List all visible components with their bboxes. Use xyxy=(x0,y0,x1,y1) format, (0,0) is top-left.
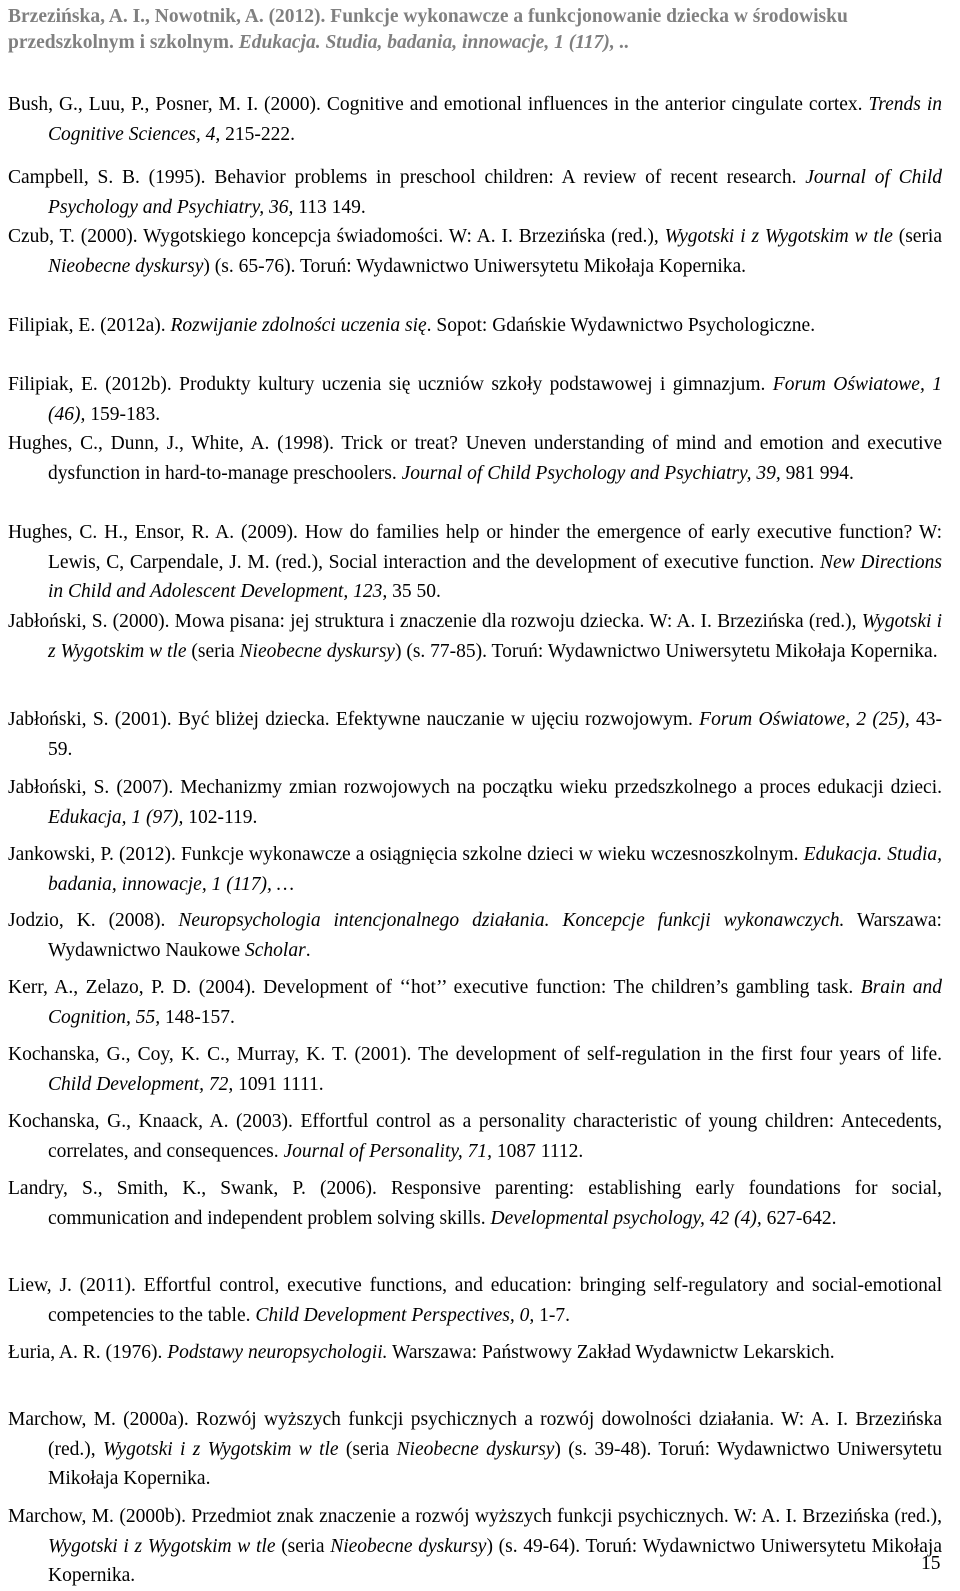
reference-italic-text: New Directions in Child and Adolescent Development, 123, xyxy=(48,551,942,602)
reference-text: 1-7. xyxy=(534,1304,571,1326)
reference-text: Warszawa: Wydawnictwo Naukowe xyxy=(48,910,942,961)
reference-text: Campbell, S. B. (1995). Behavior problems in preschool children: A review of recent research. xyxy=(8,167,806,188)
reference-italic-text: Wygotski i z Wygotskim w tle xyxy=(102,1438,339,1460)
reference-text: Bush, G., Luu, P., Posner, M. I. (2000). Cognitive and emotional influences in the anterior cingulate cortex. xyxy=(8,94,869,115)
reference-text: (seria xyxy=(186,640,240,662)
reference-text: Kerr, A., Zelazo, P. D. (2004). Development of ‘‘hot’’ executive function: The children’s gambling task. xyxy=(8,977,861,998)
reference-entry xyxy=(8,1107,942,1166)
reference-entry xyxy=(8,518,942,607)
reference-entry xyxy=(8,1040,942,1099)
reference-italic-text: Edukacja. Studia, badania, innowacje, 1 (117), … xyxy=(48,844,942,895)
reference-text: 1087 1112. xyxy=(492,1140,584,1162)
reference-text: ) (s. 39-48). Toruń: Wydawnictwo Uniwersytetu Mikołaja Kopernika. xyxy=(48,1438,942,1489)
reference-entry xyxy=(8,1405,942,1494)
reference-italic-text: Trends in Cognitive Sciences, 4, xyxy=(48,94,942,145)
reference-italic-text: Nieobecne dyskursy xyxy=(396,1438,555,1460)
reference-text: 102-119. xyxy=(183,806,258,828)
reference-italic-text: Neuropsychologia intencjonalnego działania. Koncepcje funkcji wykonawczych. xyxy=(178,910,845,931)
reference-text: Liew, J. (2011). Effortful control, executive functions, and education: bringing self-regulatory and social-emotional competencies to the table. xyxy=(8,1275,942,1326)
reference-text: 113 149. xyxy=(293,196,366,218)
reference-italic-text: Wygotski i z Wygotskim w tle xyxy=(664,226,893,247)
reference-text: Hughes, C. H., Ensor, R. A. (2009). How do families help or hinder the emergence of early executive function? W: Lewis, C, Carpendale, J. M. (red.), Social interaction and the development of executive function. xyxy=(8,522,942,573)
reference-text: Jabłoński, S. (2000). Mowa pisana: jej struktura i znaczenie dla rozwoju dziecka. W: A. I. Brzezińska (red.), xyxy=(8,611,862,632)
header-line-2: przedszkolnym i szkolnym. Edukacja. Studia, badania, innowacje, 1 (117), .. xyxy=(8,32,630,53)
reference-italic-text: Developmental psychology, 42 (4), xyxy=(490,1207,762,1229)
reference-entry xyxy=(8,705,942,764)
reference-text: Filipiak, E. (2012b). Produkty kultury uczenia się uczniów szkoły podstawowej i gimnazjum. xyxy=(8,374,773,395)
reference-text: Łuria, A. R. (1976). xyxy=(8,1342,168,1363)
reference-italic-text: Brain and Cognition, 55, xyxy=(48,977,942,1028)
reference-text: (seria xyxy=(338,1438,397,1460)
reference-text: Jabłoński, S. (2001). Być bliżej dziecka. Efektywne nauczanie w ujęciu rozwojowym. xyxy=(8,709,700,730)
page-number: 15 xyxy=(921,1553,941,1574)
reference-entry xyxy=(8,1338,942,1368)
reference-italic-text: Journal of Child Psychology and Psychiatry, 36, xyxy=(48,167,943,218)
reference-italic-text: Forum Oświatowe, 1 (46), xyxy=(48,374,942,425)
reference-text: 627-642. xyxy=(761,1207,837,1229)
reference-text: 1091 1111. xyxy=(233,1073,324,1095)
reference-entry xyxy=(8,906,942,965)
reference-text: 215-222. xyxy=(220,123,295,145)
reference-text: Marchow, M. (2000a). Rozwój wyższych funkcji psychicznych a rozwój dowolności działania. W: A. I. Brzezińska (red.), xyxy=(8,1409,942,1460)
reference-italic-text: Child Development, 72, xyxy=(48,1073,234,1095)
reference-text: ) (s. 49-64). Toruń: Wydawnictwo Uniwersytetu Mikołaja Kopernika. xyxy=(48,1535,942,1586)
reference-italic-text: Forum Oświatowe, 2 (25), xyxy=(699,709,910,730)
reference-text: Filipiak, E. (2012a). xyxy=(8,315,171,336)
reference-text: Jankowski, P. (2012). Funkcje wykonawcze a osiągnięcia szkolne dzieci w wieku wczesnoszkolnym. xyxy=(8,844,804,865)
reference-text: 148-157. xyxy=(160,1006,235,1028)
reference-entry xyxy=(8,1174,942,1233)
reference-text: Warszawa: Państwowy Zakład Wydawnictw Lekarskich. xyxy=(387,1342,835,1363)
reference-entry xyxy=(8,311,942,341)
reference-text: (seria xyxy=(892,226,943,247)
reference-entry xyxy=(8,429,942,488)
reference-entry xyxy=(8,222,942,281)
reference-text: . xyxy=(305,939,311,961)
reference-italic-text: Edukacja, 1 (97), xyxy=(48,806,184,828)
reference-text: 981 994. xyxy=(780,462,854,484)
reference-italic-text: Rozwijanie zdolności uczenia się xyxy=(170,315,427,336)
reference-text: Jabłoński, S. (2007). Mechanizmy zmian rozwojowych na początku wieku przedszkolnego a proces edukacji dzieci. xyxy=(8,777,942,798)
reference-italic-text: Nieobecne dyskursy xyxy=(330,1535,487,1557)
reference-italic-text: Journal of Child Psychology and Psychiatry, 39, xyxy=(401,462,781,484)
reference-entry xyxy=(8,1502,942,1591)
reference-italic-text: Nieobecne dyskursy xyxy=(239,640,395,662)
reference-italic-text: Podstawy neuropsychologii. xyxy=(167,1342,388,1363)
header-line-1: Brzezińska, A. I., Nowotnik, A. (2012). Funkcje wykonawcze a funkcjonowanie dziecka w środowisku xyxy=(8,6,848,27)
reference-text: Landry, S., Smith, K., Swank, P. (2006). Responsive parenting: establishing early foundations for social, communication and independent problem solving skills. xyxy=(8,1178,942,1229)
reference-text: Hughes, C., Dunn, J., White, A. (1998). Trick or treat? Uneven understanding of mind and emotion and executive dysfunction in hard-to-manage preschoolers. xyxy=(8,433,942,484)
reference-text: ) (s. 65-76). Toruń: Wydawnictwo Uniwersytetu Mikołaja Kopernika. xyxy=(203,255,747,277)
reference-entry xyxy=(8,370,942,429)
reference-text: Jodzio, K. (2008). xyxy=(8,910,179,931)
reference-text: Kochanska, G., Knaack, A. (2003). Effortful control as a personality characteristic of young children: Antecedents, correlates, and consequences. xyxy=(8,1111,942,1162)
reference-italic-text: Scholar xyxy=(245,939,306,961)
reference-entry xyxy=(8,607,942,666)
reference-text: . Sopot: Gdańskie Wydawnictwo Psychologiczne. xyxy=(426,315,816,336)
reference-text: ) (s. 77-85). Toruń: Wydawnictwo Uniwersytetu Mikołaja Kopernika. xyxy=(394,640,938,662)
reference-italic-text: Nieobecne dyskursy xyxy=(48,255,204,277)
reference-text: 35 50. xyxy=(387,581,441,602)
reference-text: (seria xyxy=(275,1535,331,1557)
reference-entry xyxy=(8,1271,942,1330)
reference-italic-text: Wygotski i z Wygotskim w tle xyxy=(48,611,943,662)
reference-text: Czub, T. (2000). Wygotskiego koncepcja świadomości. W: A. I. Brzezińska (red.), xyxy=(8,226,665,247)
reference-italic-text: Wygotski i z Wygotskim w tle xyxy=(48,1535,276,1557)
reference-italic-text: Journal of Personality, 71, xyxy=(283,1140,493,1162)
reference-text: 43-59. xyxy=(48,709,943,760)
reference-entry xyxy=(8,773,942,832)
reference-text: 159-183. xyxy=(85,403,161,425)
reference-text: Marchow, M. (2000b). Przedmiot znak znaczenie a rozwój wyższych funkcji psychicznych. W: A. I. Brzezińska (red.), xyxy=(8,1506,942,1527)
reference-text: Kochanska, G., Coy, K. C., Murray, K. T. (2001). The development of self-regulation in the first four years of life. xyxy=(8,1044,942,1065)
reference-entry xyxy=(8,973,942,1032)
reference-italic-text: Child Development Perspectives, 0, xyxy=(255,1304,535,1326)
reference-entry xyxy=(8,163,942,222)
reference-entry xyxy=(8,840,942,899)
reference-entry xyxy=(8,90,942,149)
